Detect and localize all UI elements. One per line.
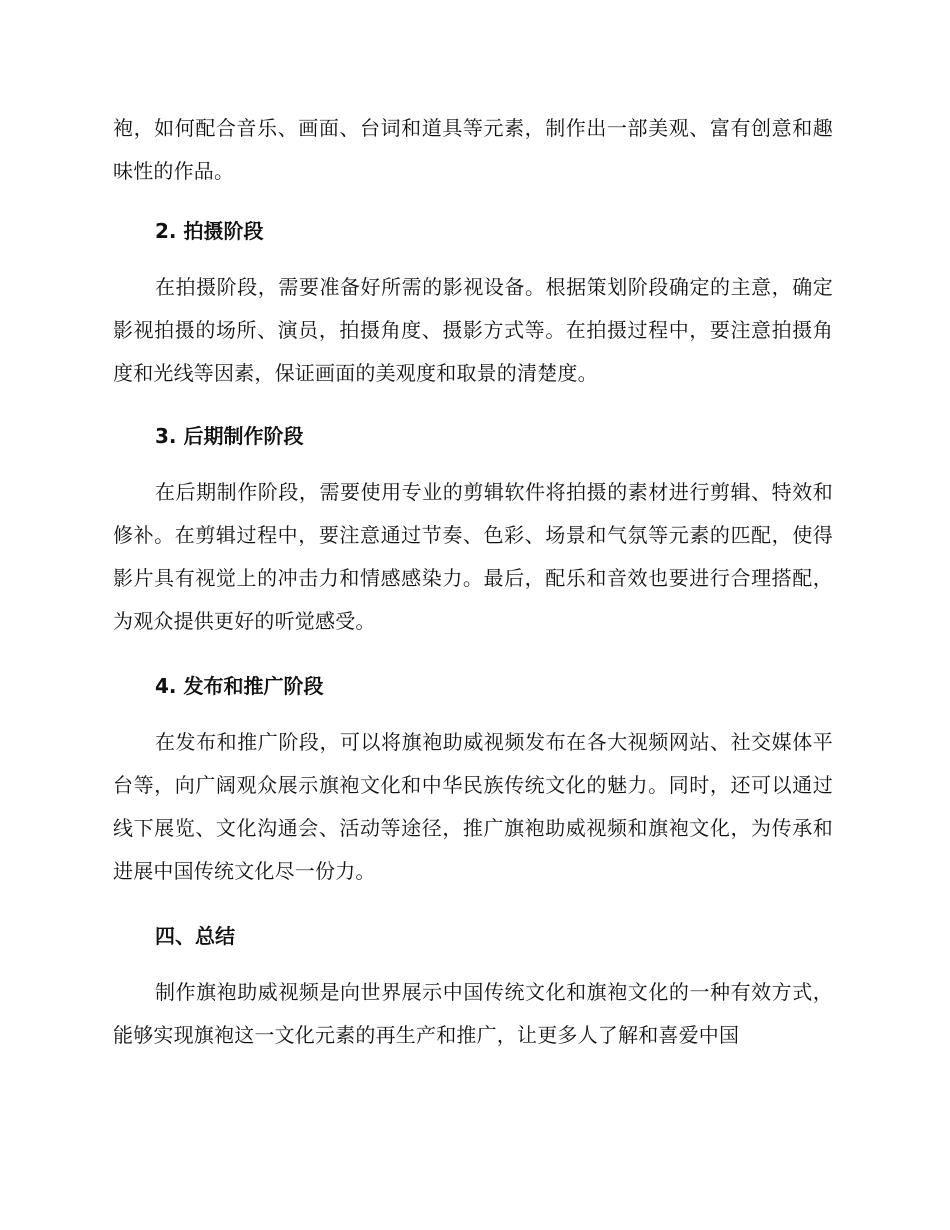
section-heading-shooting: 2. 拍摄阶段 [155,219,264,243]
section-heading-post-production: 3. 后期制作阶段 [155,424,304,448]
section-heading-summary: 四、总结 [155,924,235,948]
publish-paragraph: 在发布和推广阶段，可以将旗袍助威视频发布在各大视频网站、社交媒体平台等，向广阔观众展示旗袍文化和中华民族传统文化的魅力。同时，还可以通过线下展览、文化沟通会、活动等途径，推广旗袍助威视频和旗袍文化，为传承和进展中国传统文化尽一份力。 [113,730,833,883]
shooting-paragraph: 在拍摄阶段，需要准备好所需的影视设备。根据策划阶段确定的主意，确定影视拍摄的场所、演员，拍摄角度、摄影方式等。在拍摄过程中，要注意拍摄角度和光线等因素，保证画面的美观度和取景的清楚度。 [113,275,833,385]
intro-paragraph: 袍，如何配合音乐、画面、台词和道具等元素，制作出一部美观、富有创意和趣味性的作品。 [113,116,833,183]
summary-paragraph: 制作旗袍助威视频是向世界展示中国传统文化和旗袍文化的一种有效方式，能够实现旗袍这一文化元素的再生产和推广，让更多人了解和喜爱中国 [113,980,833,1047]
section-heading-publish: 4. 发布和推广阶段 [155,674,324,698]
post-production-paragraph: 在后期制作阶段，需要使用专业的剪辑软件将拍摄的素材进行剪辑、特效和修补。在剪辑过程中，要注意通过节奏、色彩、场景和气氛等元素的匹配，使得影片具有视觉上的冲击力和情感感染力。最后，配乐和音效也要进行合理搭配，为观众提供更好的听觉感受。 [113,480,833,633]
